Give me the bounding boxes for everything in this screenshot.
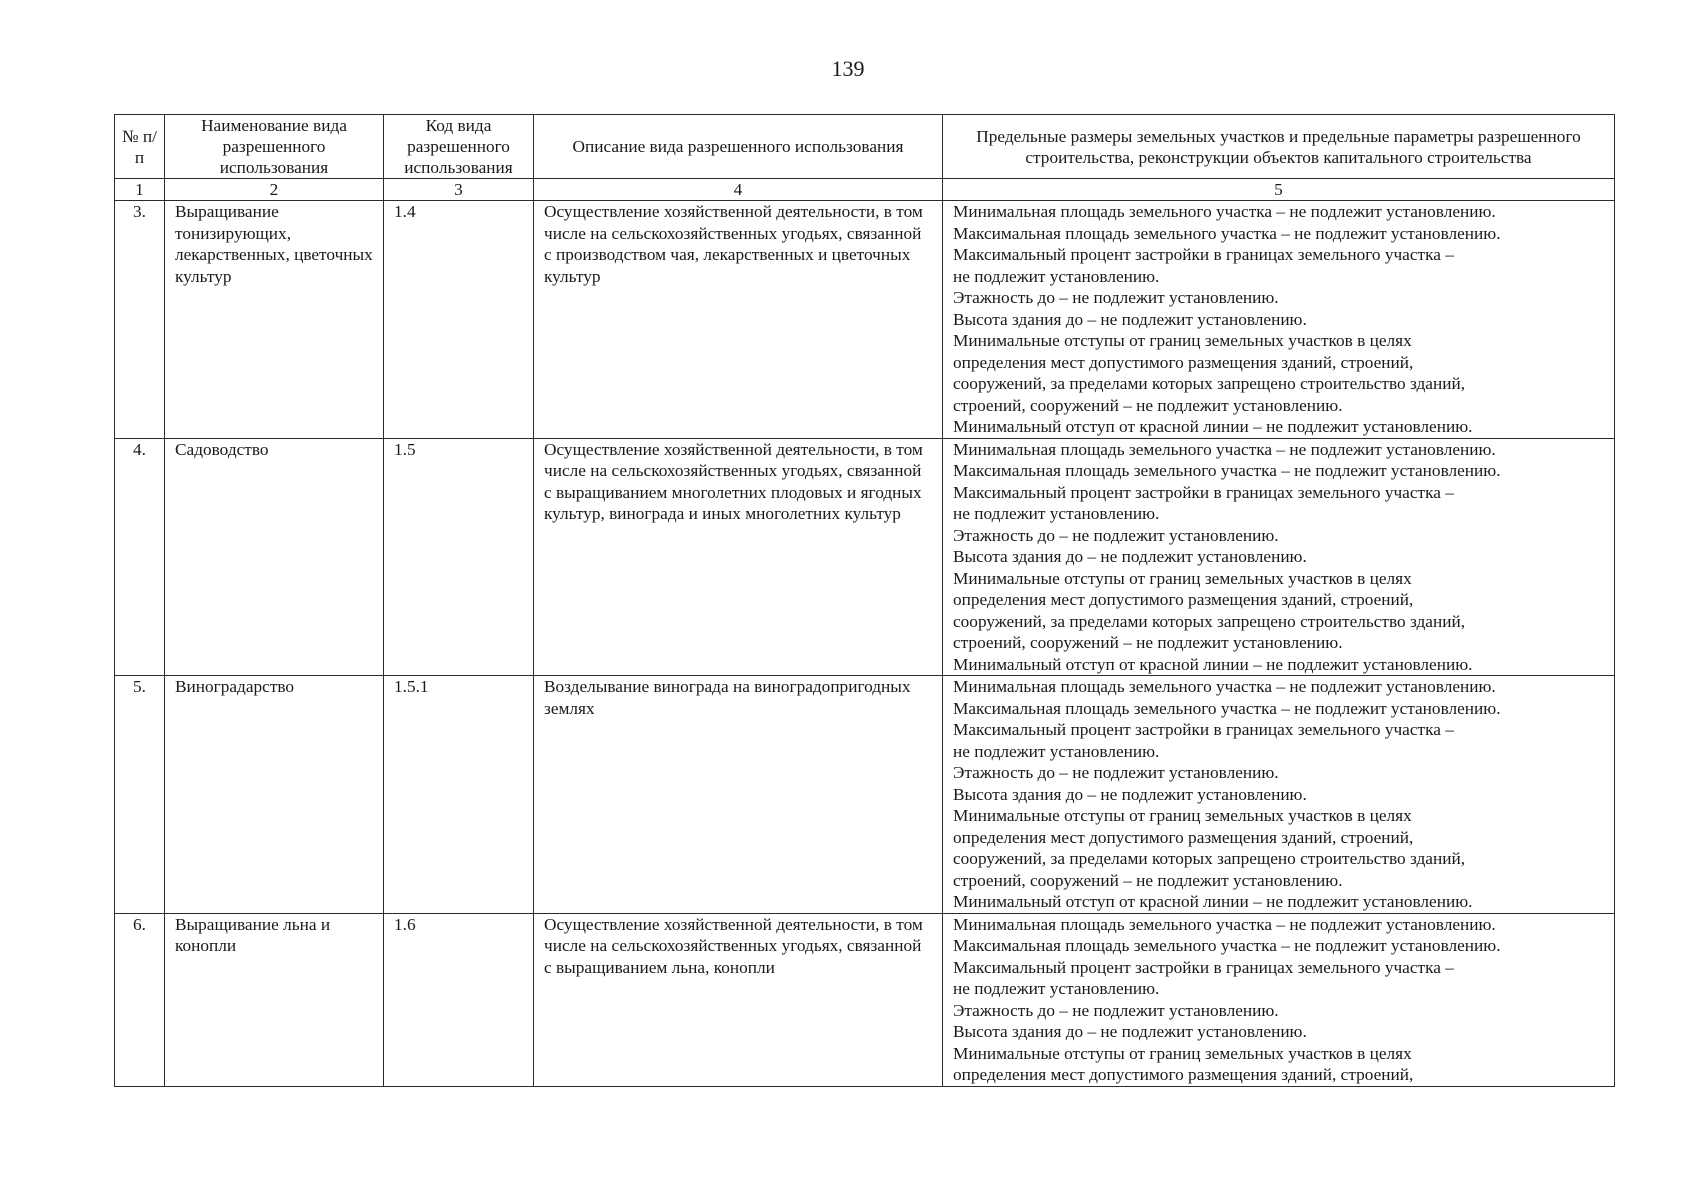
limit-line: Высота здания до – не подлежит установлению. [953, 547, 1307, 566]
land-use-table [114, 114, 1615, 1087]
limit-line: Этажность до – не подлежит установлению. [953, 1000, 1279, 1020]
limit-line: Минимальные отступы от границ земельных участков в целях [953, 806, 1412, 825]
limit-line: определения мест допустимого размещения зданий, строений, [953, 352, 1414, 372]
column-number: 3 [384, 179, 534, 201]
limit-line: не подлежит установлению. [953, 979, 1160, 998]
limits-cell [943, 913, 1615, 1086]
limit-line: Максимальный процент застройки в границах земельного участка – [953, 720, 1454, 739]
limit-line: Этажность до – не подлежит установлению. [953, 763, 1279, 782]
table-row [115, 676, 1615, 914]
limit-line: Минимальная площадь земельного участка – не подлежит установлению. [953, 677, 1496, 696]
header-use-code: Код вида разрешенного использования [384, 115, 534, 179]
row-number: 5. [115, 676, 165, 914]
limit-line: определения мест допустимого размещения зданий, строений, [953, 590, 1414, 609]
limit-line: сооружений, за пределами которых запрещено строительство зданий, [953, 374, 1466, 393]
use-name: Выращивание тонизирующих, лекарственных, цветочных культур [165, 201, 384, 439]
column-number: 4 [534, 179, 943, 201]
use-code: 1.6 [384, 913, 534, 1086]
limit-line: Минимальная площадь земельного участка – не подлежит установлению. [953, 202, 1496, 221]
use-code: 1.5 [384, 438, 534, 676]
limit-line: Этажность до – не подлежит установлению. [953, 288, 1279, 307]
limit-line: Максимальная площадь земельного участка – не подлежит установлению. [953, 223, 1501, 243]
limit-line: строений, сооружений – не подлежит установлению. [953, 633, 1343, 652]
use-name: Садоводство [165, 438, 384, 676]
limits-cell [943, 438, 1615, 676]
limit-line: не подлежит установлению. [953, 266, 1160, 286]
limit-line: строений, сооружений – не подлежит установлению. [953, 395, 1343, 415]
limit-line: Минимальные отступы от границ земельных участков в целях [953, 568, 1412, 588]
limit-line: определения мест допустимого размещения зданий, строений, [953, 827, 1414, 847]
column-number: 2 [165, 179, 384, 201]
use-description: Осуществление хозяйственной деятельности, в том числе на сельскохозяйственных угодьях, связанной с выращиванием льна, конопли [534, 913, 943, 1086]
limit-line: Максимальная площадь земельного участка – не подлежит установлению. [953, 461, 1501, 480]
table-header-row [115, 115, 1615, 179]
limits-cell [943, 676, 1615, 914]
use-name: Выращивание льна и конопли [165, 913, 384, 1086]
limit-line: сооружений, за пределами которых запрещено строительство зданий, [953, 849, 1466, 868]
column-number: 5 [943, 179, 1615, 201]
use-code: 1.4 [384, 201, 534, 439]
limit-line: Максимальная площадь земельного участка – не подлежит установлению. [953, 698, 1501, 718]
column-number-row [115, 179, 1615, 201]
header-number: № п/п [115, 115, 165, 179]
limit-line: Минимальные отступы от границ земельных участков в целях [953, 331, 1412, 350]
limit-line: Минимальная площадь земельного участка – не подлежит установлению. [953, 439, 1496, 459]
header-use-description: Описание вида разрешенного использования [534, 115, 943, 179]
limit-line: Минимальный отступ от красной линии – не подлежит установлению. [953, 417, 1473, 436]
header-limits: Предельные размеры земельных участков и предельные параметры разрешенного строительства, реконструкции объектов капитального строительства [943, 115, 1615, 179]
limit-line: Минимальный отступ от красной линии – не подлежит установлению. [953, 892, 1473, 911]
limit-line: Высота здания до – не подлежит установлению. [953, 784, 1307, 804]
limit-line: Высота здания до – не подлежит установлению. [953, 1022, 1307, 1041]
table-row [115, 201, 1615, 439]
limit-line: Максимальный процент застройки в границах земельного участка – [953, 957, 1454, 977]
table-row [115, 438, 1615, 676]
header-use-name: Наименование вида разрешенного использования [165, 115, 384, 179]
row-number: 3. [115, 201, 165, 439]
use-description: Возделывание винограда на виноградопригодных землях [534, 676, 943, 914]
table-row [115, 913, 1615, 1086]
use-code: 1.5.1 [384, 676, 534, 914]
limit-line: Высота здания до – не подлежит установлению. [953, 309, 1307, 329]
limit-line: сооружений, за пределами которых запрещено строительство зданий, [953, 611, 1466, 631]
limit-line: Максимальный процент застройки в границах земельного участка – [953, 482, 1454, 502]
limit-line: Минимальные отступы от границ земельных участков в целях [953, 1043, 1412, 1063]
limit-line: не подлежит установлению. [953, 504, 1160, 523]
limits-cell [943, 201, 1615, 439]
limit-line: строений, сооружений – не подлежит установлению. [953, 870, 1343, 890]
limit-line: Минимальная площадь земельного участка – не подлежит установлению. [953, 914, 1496, 934]
use-description: Осуществление хозяйственной деятельности, в том числе на сельскохозяйственных угодьях, связанной с выращиванием многолетних плодовых и ягодных культур, винограда и иных многолетних культур [534, 438, 943, 676]
limit-line: Максимальный процент застройки в границах земельного участка – [953, 245, 1454, 264]
limit-line: Максимальная площадь земельного участка – не подлежит установлению. [953, 936, 1501, 955]
row-number: 6. [115, 913, 165, 1086]
limit-line: не подлежит установлению. [953, 741, 1160, 761]
use-description: Осуществление хозяйственной деятельности, в том числе на сельскохозяйственных угодьях, связанной с производством чая, лекарственных и цветочных культур [534, 201, 943, 439]
page-number: 139 [831, 56, 865, 81]
limit-line: Этажность до – не подлежит установлению. [953, 525, 1279, 545]
row-number: 4. [115, 438, 165, 676]
limit-line: Минимальный отступ от красной линии – не подлежит установлению. [953, 654, 1473, 674]
use-name: Виноградарство [165, 676, 384, 914]
limit-line: определения мест допустимого размещения зданий, строений, [953, 1065, 1414, 1084]
column-number: 1 [115, 179, 165, 201]
